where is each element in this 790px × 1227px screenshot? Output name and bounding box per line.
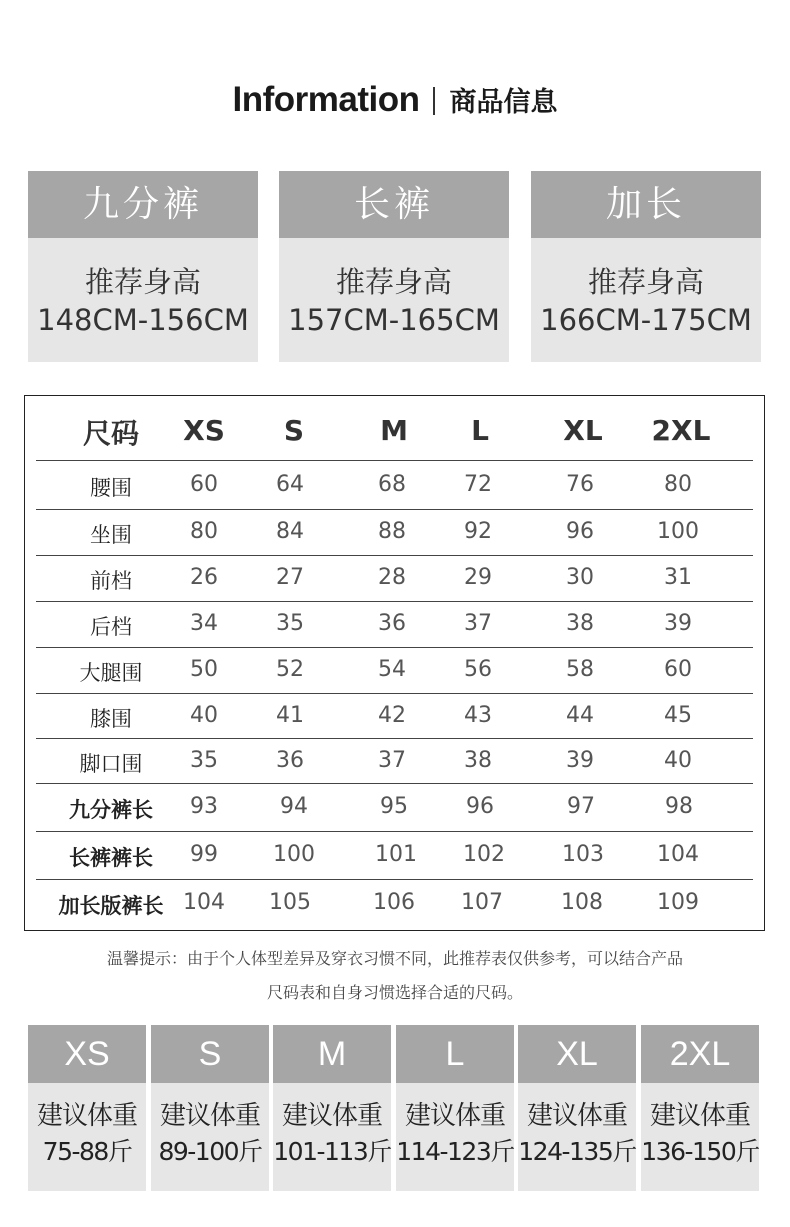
cell-value: 100 <box>657 519 699 544</box>
cell-value: 97 <box>567 794 595 819</box>
cell-value: 40 <box>190 703 218 728</box>
table-row <box>36 461 753 510</box>
length-card-long <box>279 171 509 362</box>
cell-value: 105 <box>269 890 311 915</box>
row-label: 坐围 <box>90 523 132 547</box>
length-card-label: 推荐身高 <box>84 265 201 299</box>
cell-value: 84 <box>276 519 304 544</box>
table-row <box>36 602 753 648</box>
weight-card-label: 建议体重 <box>281 1101 382 1131</box>
cell-value: 56 <box>464 657 492 682</box>
cell-value: 38 <box>566 611 594 636</box>
cell-value: 109 <box>657 890 699 915</box>
length-card-name: 九分裤 <box>28 171 258 238</box>
cell-value: 42 <box>378 703 406 728</box>
size-header-s: S <box>283 414 305 447</box>
row-label: 大腿围 <box>79 661 143 685</box>
length-card-extra-long <box>531 171 761 362</box>
cell-value: 64 <box>276 472 304 497</box>
cell-value: 88 <box>378 519 406 544</box>
cell-value: 104 <box>183 890 225 915</box>
cell-value: 40 <box>664 748 692 773</box>
length-card-cropped <box>28 171 258 362</box>
weight-card-size: M <box>273 1025 391 1083</box>
weight-card-size: XS <box>28 1025 146 1083</box>
weight-card-label: 建议体重 <box>159 1101 260 1131</box>
cell-value: 99 <box>190 842 218 867</box>
length-card-name: 长裤 <box>279 171 509 238</box>
cell-value: 76 <box>566 472 594 497</box>
cell-value: 43 <box>464 703 492 728</box>
cell-value: 96 <box>566 519 594 544</box>
cell-value: 29 <box>464 565 492 590</box>
title-chinese: 商品信息 <box>449 87 558 118</box>
cell-value: 50 <box>190 657 218 682</box>
weight-card-label: 建议体重 <box>649 1101 750 1131</box>
cell-value: 108 <box>561 890 603 915</box>
length-card-label: 推荐身高 <box>587 265 704 299</box>
weight-card-range: 101-113斤 <box>273 1137 391 1166</box>
cell-value: 39 <box>664 611 692 636</box>
row-label: 前档 <box>90 569 132 593</box>
page-title <box>0 78 790 128</box>
length-card-name: 加长 <box>531 171 761 238</box>
note-line-2: 尺码表和自身习惯选择合适的尺码。 <box>266 983 523 1002</box>
cell-value: 41 <box>276 703 304 728</box>
weight-card-label: 建议体重 <box>526 1101 627 1131</box>
cell-value: 37 <box>464 611 492 636</box>
table-row <box>36 648 753 694</box>
table-row <box>36 880 753 930</box>
weight-card-l <box>396 1025 514 1191</box>
table-row <box>36 556 753 602</box>
weight-card-s <box>151 1025 269 1191</box>
weight-card-size: S <box>151 1025 269 1083</box>
weight-card-label: 建议体重 <box>36 1101 137 1131</box>
cell-value: 98 <box>665 794 693 819</box>
size-header-2xl: 2XL <box>651 414 711 447</box>
title-english: Information <box>232 80 420 119</box>
weight-card-range: 124-135斤 <box>518 1137 636 1166</box>
weight-card-label: 建议体重 <box>404 1101 505 1131</box>
weight-card-2xl <box>641 1025 759 1191</box>
note-line-1: 温馨提示：由于个人体型差异及穿衣习惯不同，此推荐表仅供参考，可以结合产品 <box>106 949 683 968</box>
size-header-xl: XL <box>563 414 603 447</box>
row-label: 腰围 <box>90 476 132 500</box>
cell-value: 68 <box>378 472 406 497</box>
cell-value: 80 <box>190 519 218 544</box>
cell-value: 35 <box>276 611 304 636</box>
length-card-range: 148CM-156CM <box>37 303 249 337</box>
row-label: 脚口围 <box>79 752 143 776</box>
cell-value: 102 <box>463 842 505 867</box>
cell-value: 58 <box>566 657 594 682</box>
cell-value: 37 <box>378 748 406 773</box>
cell-value: 104 <box>657 842 699 867</box>
cell-value: 39 <box>566 748 594 773</box>
cell-value: 52 <box>276 657 304 682</box>
cell-value: 80 <box>664 472 692 497</box>
cell-value: 54 <box>378 657 406 682</box>
weight-card-size: L <box>396 1025 514 1083</box>
cell-value: 28 <box>378 565 406 590</box>
table-row <box>36 694 753 739</box>
cell-value: 45 <box>664 703 692 728</box>
length-card-range: 166CM-175CM <box>540 303 752 337</box>
cell-value: 101 <box>375 842 417 867</box>
weight-card-xl <box>518 1025 636 1191</box>
cell-value: 107 <box>461 890 503 915</box>
row-label: 膝围 <box>90 707 132 731</box>
cell-value: 27 <box>276 565 304 590</box>
title-divider <box>433 87 435 115</box>
cell-value: 38 <box>464 748 492 773</box>
cell-value: 60 <box>664 657 692 682</box>
row-label: 长裤裤长 <box>69 846 153 870</box>
weight-card-range: 136-150斤 <box>641 1137 759 1166</box>
weight-card-range: 89-100斤 <box>158 1137 262 1166</box>
length-card-range: 157CM-165CM <box>288 303 500 337</box>
size-header-l: L <box>471 414 489 447</box>
weight-card-range: 75-88斤 <box>42 1137 132 1166</box>
size-header-label: 尺码 <box>82 417 139 450</box>
cell-value: 92 <box>464 519 492 544</box>
length-card-label: 推荐身高 <box>335 265 452 299</box>
cell-value: 31 <box>664 565 692 590</box>
cell-value: 36 <box>378 611 406 636</box>
cell-value: 35 <box>190 748 218 773</box>
cell-value: 36 <box>276 748 304 773</box>
cell-value: 96 <box>466 794 494 819</box>
size-header-xs: XS <box>183 414 225 447</box>
table-row <box>36 784 753 832</box>
cell-value: 26 <box>190 565 218 590</box>
weight-card-size: 2XL <box>641 1025 759 1083</box>
cell-value: 72 <box>464 472 492 497</box>
size-header-m: M <box>380 414 408 447</box>
cell-value: 106 <box>373 890 415 915</box>
cell-value: 34 <box>190 611 218 636</box>
weight-card-range: 114-123斤 <box>396 1137 514 1166</box>
cell-value: 93 <box>190 794 218 819</box>
size-table-header <box>36 396 753 461</box>
weight-card-xs <box>28 1025 146 1191</box>
cell-value: 30 <box>566 565 594 590</box>
weight-card-m <box>273 1025 391 1191</box>
row-label: 后档 <box>90 615 132 639</box>
table-row <box>36 739 753 784</box>
cell-value: 60 <box>190 472 218 497</box>
table-row <box>36 510 753 556</box>
table-row <box>36 832 753 880</box>
row-label: 加长版裤长 <box>58 894 164 918</box>
cell-value: 44 <box>566 703 594 728</box>
cell-value: 103 <box>562 842 604 867</box>
size-table <box>24 395 765 931</box>
cell-value: 94 <box>280 794 308 819</box>
cell-value: 95 <box>380 794 408 819</box>
weight-card-size: XL <box>518 1025 636 1083</box>
cell-value: 100 <box>273 842 315 867</box>
row-label: 九分裤长 <box>69 798 153 822</box>
